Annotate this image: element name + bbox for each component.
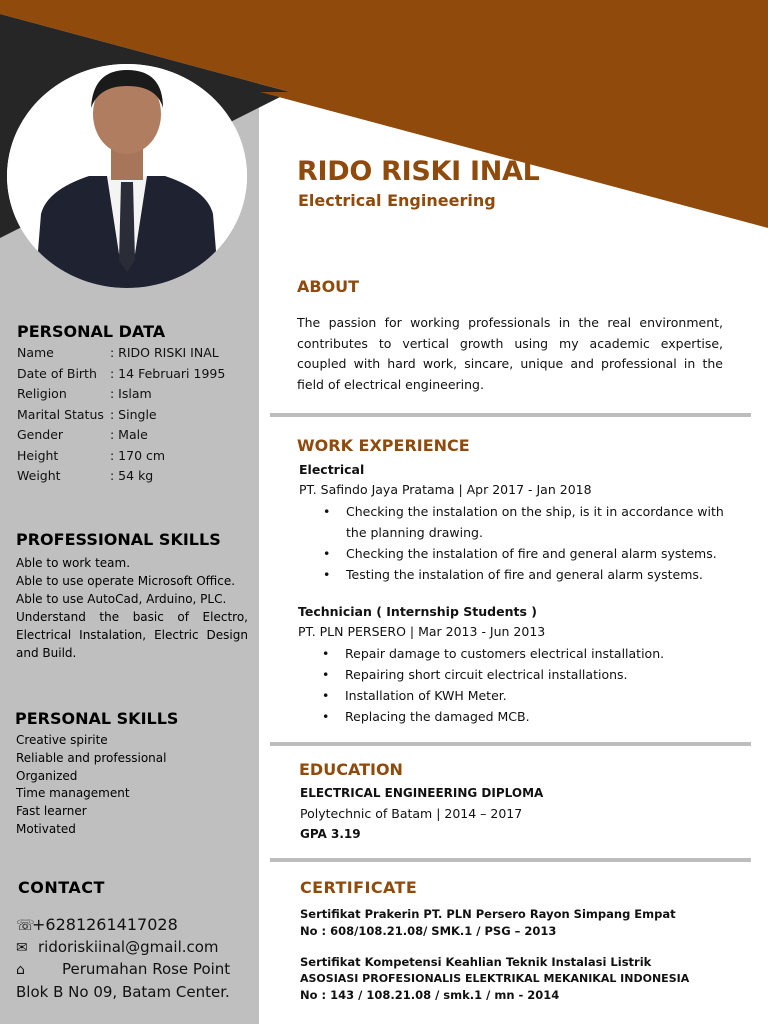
- contact-title: CONTACT: [18, 878, 105, 897]
- contact-phone[interactable]: +6281261417028: [32, 915, 178, 934]
- personal-data-row: [17, 425, 252, 446]
- job-bullet: • Repairing short circuit electrical installations.: [298, 664, 738, 685]
- contact-address-line1: Perumahan Rose Point: [62, 960, 231, 978]
- personal-skills-list: [16, 732, 166, 839]
- job-bullet: • Repair damage to customers electrical installation.: [298, 643, 738, 664]
- about-title: ABOUT: [297, 277, 360, 296]
- pd-label: Weight: [17, 468, 61, 483]
- personal-data-row: [17, 466, 252, 487]
- candidate-subtitle: Electrical Engineering: [298, 191, 496, 210]
- personal-data-row: [17, 384, 252, 405]
- mail-icon: ✉: [16, 939, 28, 956]
- contact-phone-row: [16, 914, 256, 937]
- skill-line: Able to use operate Microsoft Office.: [16, 574, 236, 588]
- skill-paragraph: Understand the basic of Electro, Electrical Instalation, Electric Design and Build.: [16, 610, 248, 660]
- education-gpa: GPA 3.19: [300, 827, 361, 841]
- job-role: Electrical: [299, 462, 365, 477]
- pd-value: : Male: [110, 427, 148, 442]
- divider: [270, 413, 751, 417]
- pd-label: Religion: [17, 386, 67, 401]
- personal-data-row: [17, 405, 252, 426]
- certificate-title: CERTIFICATE: [300, 878, 418, 897]
- certificate-item: [300, 954, 750, 1004]
- person-icon: [7, 64, 247, 288]
- education-school: Polytechnic of Batam | 2014 – 2017: [300, 805, 523, 821]
- personal-skill-item: Motivated: [16, 821, 76, 836]
- personal-data-row: [17, 446, 252, 467]
- personal-skill-item: Organized: [16, 768, 78, 783]
- job-role: Technician ( Internship Students ): [298, 604, 537, 619]
- pd-value: : 170 cm: [110, 447, 166, 463]
- certificate-line: No : 608/108.21.08/ SMK.1 / PSG – 2013: [300, 923, 557, 938]
- certificate-line: Sertifikat Kompetensi Keahlian Teknik Instalasi Listrik: [300, 955, 652, 969]
- job-company: PT. PLN PERSERO | Mar 2013 - Jun 2013: [298, 624, 546, 639]
- job-bullet: • Installation of KWH Meter.: [298, 685, 738, 706]
- personal-data-row: [17, 364, 252, 385]
- professional-skills-list: [16, 554, 248, 662]
- work-title: WORK EXPERIENCE: [297, 436, 470, 455]
- job-bullet: • Testing the instalation of fire and general alarm systems.: [299, 564, 739, 585]
- profile-photo: [7, 64, 247, 288]
- personal-skill-item: Fast learner: [16, 804, 87, 819]
- skill-line: Able to use AutoCad, Arduino, PLC.: [16, 592, 227, 606]
- pd-label: Name: [17, 345, 54, 360]
- pd-value: : Single: [110, 406, 157, 422]
- personal-data-title: PERSONAL DATA: [17, 322, 166, 341]
- professional-skills-title: PROFESSIONAL SKILLS: [16, 530, 221, 549]
- certificate-line: ASOSIASI PROFESIONALIS ELEKTRIKAL MEKANIKAL INDONESIA: [300, 971, 690, 985]
- contact-email-row: [16, 937, 256, 960]
- certificate-line: No : 143 / 108.21.08 / smk.1 / mn - 2014: [300, 988, 560, 1002]
- job-bullets: [298, 643, 738, 727]
- contact-block: [16, 914, 256, 1003]
- personal-skills-title: PERSONAL SKILLS: [15, 709, 179, 728]
- pd-value: : 54 kg: [110, 468, 154, 483]
- job-bullet: • Checking the instalation of fire and general alarm systems.: [299, 543, 739, 564]
- about-text: The passion for working professionals in the real environment, contributes to vertical growth using my academic expertise, coupled with hard work, sincare, unique and professional in the field of electrical engineering.: [297, 315, 723, 392]
- divider: [270, 742, 751, 746]
- personal-skill-item: Creative spirite: [16, 733, 108, 747]
- job-bullet: • Replacing the damaged MCB.: [298, 706, 738, 727]
- certificate-line: Sertifikat Prakerin PT. PLN Persero Rayon Simpang Empat: [300, 907, 676, 921]
- pd-value: : RIDO RISKI INAL: [110, 345, 219, 360]
- divider: [270, 858, 751, 862]
- contact-address-line2: Blok B No 09, Batam Center.: [16, 982, 230, 1001]
- education-degree: ELECTRICAL ENGINEERING DIPLOMA: [300, 786, 544, 800]
- home-icon: ⌂: [16, 962, 25, 978]
- contact-address-row: [16, 959, 256, 982]
- contact-email[interactable]: ridoriskiinal@gmail.com: [38, 937, 219, 956]
- pd-label: Gender: [17, 427, 64, 442]
- personal-data-list: [17, 343, 252, 487]
- pd-label: Height: [17, 447, 59, 463]
- pd-label: Date of Birth: [17, 365, 97, 381]
- pd-label: Marital Status: [17, 406, 104, 422]
- job-bullet: • Checking the instalation on the ship, is it in accordance with the planning drawing.: [299, 501, 739, 543]
- job-bullets: [299, 501, 739, 585]
- personal-skill-item: Time management: [16, 786, 130, 801]
- candidate-name: RIDO RISKI INAL: [297, 156, 540, 187]
- pd-value: : Islam: [110, 386, 152, 401]
- work-job: [299, 460, 739, 585]
- work-job: [298, 602, 738, 727]
- job-company: PT. Safindo Jaya Pratama | Apr 2017 - Jan 2018: [299, 482, 592, 497]
- personal-skill-item: Reliable and professional: [16, 750, 167, 765]
- pd-value: : 14 Februari 1995: [110, 365, 226, 381]
- personal-data-row: [17, 343, 252, 364]
- education-block: [300, 783, 543, 845]
- phone-icon: ☏: [16, 916, 35, 934]
- skill-line: Able to work team.: [16, 556, 131, 570]
- certificate-item: [300, 906, 750, 939]
- education-title: EDUCATION: [299, 760, 403, 779]
